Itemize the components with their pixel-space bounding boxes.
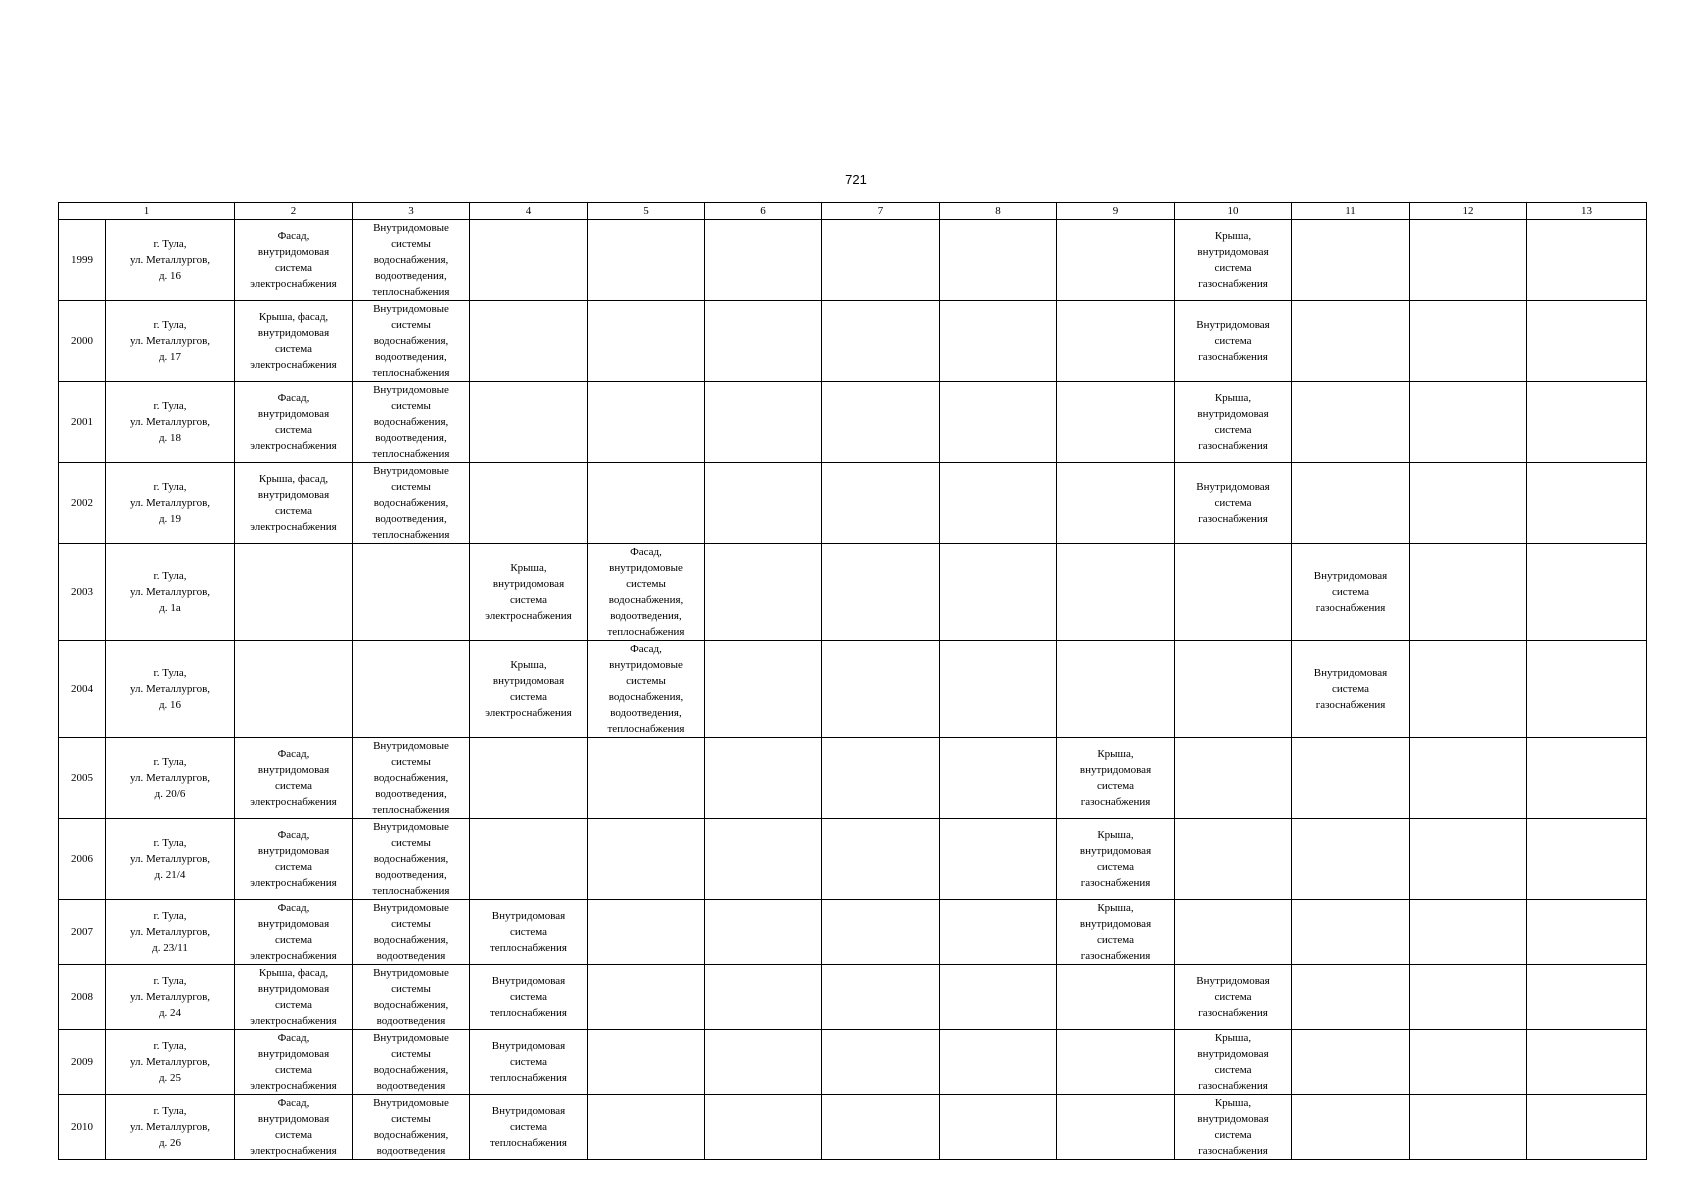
page-number: 721	[845, 172, 867, 187]
work-type-cell	[940, 819, 1057, 900]
work-type-cell	[353, 641, 470, 738]
cell-text: Крыша, внутридомовая система газоснабжения	[1197, 1032, 1269, 1092]
work-type-cell	[1057, 738, 1175, 819]
cell-text: Внутридомовые системы водоснабжения, водоотведения	[373, 902, 449, 962]
row-number: 2007	[59, 900, 106, 965]
address-cell	[106, 382, 235, 463]
work-type-cell	[1527, 1095, 1647, 1160]
column-header-6: 6	[705, 203, 822, 220]
work-type-cell	[822, 382, 940, 463]
work-type-cell	[705, 463, 822, 544]
work-type-cell	[470, 819, 588, 900]
cell-text: Фасад, внутридомовая система электроснабжения	[250, 829, 337, 889]
work-type-cell	[588, 965, 705, 1030]
work-type-cell	[1410, 965, 1527, 1030]
work-type-cell	[705, 1095, 822, 1160]
row-number: 2009	[59, 1030, 106, 1095]
cell-text: Внутридомовые системы водоснабжения, водоотведения	[373, 1097, 449, 1157]
table-row	[59, 220, 1647, 301]
work-type-cell	[235, 819, 353, 900]
work-type-cell	[1527, 463, 1647, 544]
cell-text: Внутридомовая система теплоснабжения	[490, 1105, 567, 1149]
work-type-cell	[1292, 738, 1410, 819]
work-type-cell	[1410, 738, 1527, 819]
work-type-cell	[1410, 1095, 1527, 1160]
cell-text: Крыша, внутридомовая система газоснабжения	[1197, 230, 1269, 290]
work-type-cell	[470, 544, 588, 641]
cell-text: г. Тула, ул. Металлургов, д. 16	[129, 667, 211, 711]
work-type-cell	[1175, 220, 1292, 301]
work-type-cell	[235, 382, 353, 463]
work-type-cell	[470, 1030, 588, 1095]
cell-text: Внутридомовая система газоснабжения	[1313, 667, 1388, 711]
work-type-cell	[822, 1030, 940, 1095]
cell-text: г. Тула, ул. Металлургов, д. 18	[129, 400, 211, 444]
work-type-cell	[822, 1095, 940, 1160]
address-cell	[106, 965, 235, 1030]
work-type-cell	[588, 641, 705, 738]
work-type-cell	[235, 544, 353, 641]
work-type-cell	[1175, 738, 1292, 819]
row-number: 2005	[59, 738, 106, 819]
table-row	[59, 819, 1647, 900]
work-type-cell	[940, 220, 1057, 301]
work-type-cell	[705, 301, 822, 382]
work-type-cell	[705, 738, 822, 819]
cell-text: г. Тула, ул. Металлургов, д. 16	[129, 238, 211, 282]
work-type-cell	[235, 738, 353, 819]
cell-text: Внутридомовая система газоснабжения	[1196, 481, 1270, 525]
work-type-cell	[588, 220, 705, 301]
column-header-3: 3	[353, 203, 470, 220]
row-number: 2003	[59, 544, 106, 641]
work-type-cell	[1292, 463, 1410, 544]
work-type-cell	[353, 819, 470, 900]
work-type-cell	[1292, 301, 1410, 382]
table-row	[59, 965, 1647, 1030]
work-type-cell	[1410, 463, 1527, 544]
column-header-1: 1	[59, 203, 235, 220]
cell-text: Внутридомовые системы водоснабжения, водоотведения, теплоснабжения	[372, 384, 450, 460]
work-type-cell	[940, 738, 1057, 819]
work-type-cell	[1057, 819, 1175, 900]
work-type-cell	[235, 463, 353, 544]
work-type-cell	[470, 220, 588, 301]
address-cell	[106, 900, 235, 965]
cell-text: Крыша, внутридомовая система газоснабжения	[1079, 748, 1152, 808]
work-type-cell	[940, 900, 1057, 965]
cell-text: Внутридомовая система газоснабжения	[1196, 319, 1270, 363]
row-number: 2004	[59, 641, 106, 738]
work-type-cell	[1057, 220, 1175, 301]
table-row	[59, 641, 1647, 738]
work-type-cell	[588, 900, 705, 965]
row-number: 2010	[59, 1095, 106, 1160]
cell-text: Крыша, внутридомовая система электроснабжения	[485, 659, 572, 719]
cell-text: Внутридомовая система газоснабжения	[1313, 570, 1388, 614]
work-type-cell	[353, 965, 470, 1030]
row-number: 2008	[59, 965, 106, 1030]
work-type-cell	[1527, 965, 1647, 1030]
work-type-cell	[1527, 544, 1647, 641]
work-type-cell	[1057, 463, 1175, 544]
column-header-10: 10	[1175, 203, 1292, 220]
work-type-cell	[235, 1095, 353, 1160]
work-type-cell	[1292, 1030, 1410, 1095]
work-type-cell	[470, 965, 588, 1030]
address-cell	[106, 1095, 235, 1160]
work-type-cell	[353, 738, 470, 819]
work-type-cell	[822, 463, 940, 544]
work-type-cell	[1175, 819, 1292, 900]
work-type-cell	[1175, 1095, 1292, 1160]
work-type-cell	[1057, 301, 1175, 382]
work-type-cell	[353, 382, 470, 463]
column-header-9: 9	[1057, 203, 1175, 220]
work-type-cell	[940, 382, 1057, 463]
work-type-cell	[235, 900, 353, 965]
work-type-cell	[235, 220, 353, 301]
cell-text: Крыша, внутридомовая система газоснабжения	[1197, 1097, 1269, 1157]
work-type-cell	[1057, 1030, 1175, 1095]
work-type-cell	[1292, 641, 1410, 738]
work-type-cell	[1292, 1095, 1410, 1160]
cell-text: г. Тула, ул. Металлургов, д. 17	[129, 319, 211, 363]
work-type-cell	[235, 1030, 353, 1095]
cell-text: Внутридомовые системы водоснабжения, водоотведения, теплоснабжения	[372, 740, 450, 816]
work-type-cell	[1410, 819, 1527, 900]
work-type-cell	[470, 1095, 588, 1160]
row-number: 2006	[59, 819, 106, 900]
work-type-cell	[235, 965, 353, 1030]
work-type-cell	[940, 965, 1057, 1030]
cell-text: Внутридомовая система теплоснабжения	[490, 975, 567, 1019]
work-type-cell	[1175, 544, 1292, 641]
cell-text: Внутридомовые системы водоснабжения, водоотведения, теплоснабжения	[372, 465, 450, 541]
work-type-cell	[353, 1030, 470, 1095]
work-type-cell	[1527, 382, 1647, 463]
work-type-cell	[588, 738, 705, 819]
work-type-cell	[470, 382, 588, 463]
cell-text: Фасад, внутридомовая система электроснабжения	[250, 748, 337, 808]
work-type-cell	[822, 544, 940, 641]
work-type-cell	[822, 220, 940, 301]
work-type-cell	[705, 819, 822, 900]
work-type-cell	[822, 641, 940, 738]
work-type-cell	[1292, 382, 1410, 463]
work-type-cell	[1292, 819, 1410, 900]
work-type-cell	[470, 301, 588, 382]
cell-text: г. Тула, ул. Металлургов, д. 19	[129, 481, 211, 525]
cell-text: г. Тула, ул. Металлургов, д. 23/11	[129, 910, 211, 954]
cell-text: Крыша, фасад, внутридомовая система электроснабжения	[250, 473, 337, 533]
work-type-cell	[1410, 301, 1527, 382]
work-type-cell	[1410, 1030, 1527, 1095]
cell-text: Фасад, внутридомовая система электроснабжения	[250, 1032, 337, 1092]
work-type-cell	[1057, 965, 1175, 1030]
cell-text: г. Тула, ул. Металлургов, д. 25	[129, 1040, 211, 1084]
address-cell	[106, 738, 235, 819]
table-row	[59, 738, 1647, 819]
table-row	[59, 463, 1647, 544]
work-type-cell	[940, 1095, 1057, 1160]
work-type-cell	[353, 544, 470, 641]
address-cell	[106, 301, 235, 382]
cell-text: Фасад, внутридомовая система электроснабжения	[250, 230, 337, 290]
address-cell	[106, 544, 235, 641]
cell-text: Крыша, внутридомовая система электроснабжения	[485, 562, 572, 622]
work-type-cell	[1292, 544, 1410, 641]
work-type-cell	[1527, 220, 1647, 301]
address-cell	[106, 641, 235, 738]
cell-text: г. Тула, ул. Металлургов, д. 21/4	[129, 837, 211, 881]
table-row	[59, 900, 1647, 965]
work-type-cell	[353, 463, 470, 544]
work-type-cell	[588, 1095, 705, 1160]
work-type-cell	[1410, 641, 1527, 738]
work-type-cell	[1175, 965, 1292, 1030]
cell-text: Фасад, внутридомовая система электроснабжения	[250, 902, 337, 962]
cell-text: Внутридомовая система теплоснабжения	[490, 910, 567, 954]
work-type-cell	[1527, 641, 1647, 738]
work-type-cell	[940, 463, 1057, 544]
column-header-8: 8	[940, 203, 1057, 220]
cell-text: Внутридомовые системы водоснабжения, водоотведения	[373, 1032, 449, 1092]
work-type-cell	[1175, 1030, 1292, 1095]
work-type-cell	[588, 544, 705, 641]
work-type-cell	[940, 1030, 1057, 1095]
column-header-2: 2	[235, 203, 353, 220]
cell-text: Внутридомовая система теплоснабжения	[490, 1040, 567, 1084]
cell-text: Внутридомовые системы водоснабжения, водоотведения	[373, 967, 449, 1027]
work-type-cell	[353, 900, 470, 965]
work-type-cell	[1057, 1095, 1175, 1160]
repair-schedule-table	[58, 202, 1647, 1160]
work-type-cell	[1175, 641, 1292, 738]
cell-text: Крыша, внутридомовая система газоснабжения	[1079, 902, 1152, 962]
work-type-cell	[1292, 220, 1410, 301]
work-type-cell	[705, 544, 822, 641]
work-type-cell	[1175, 301, 1292, 382]
column-header-13: 13	[1527, 203, 1647, 220]
cell-text: Фасад, внутридомовая система электроснабжения	[250, 392, 337, 452]
work-type-cell	[1175, 463, 1292, 544]
work-type-cell	[1057, 641, 1175, 738]
work-type-cell	[588, 463, 705, 544]
row-number: 2000	[59, 301, 106, 382]
work-type-cell	[940, 544, 1057, 641]
cell-text: Внутридомовые системы водоснабжения, водоотведения, теплоснабжения	[372, 222, 450, 298]
work-type-cell	[470, 463, 588, 544]
work-type-cell	[1410, 220, 1527, 301]
work-type-cell	[705, 382, 822, 463]
work-type-cell	[353, 301, 470, 382]
work-type-cell	[1527, 301, 1647, 382]
work-type-cell	[1527, 900, 1647, 965]
cell-text: г. Тула, ул. Металлургов, д. 26	[129, 1105, 211, 1149]
work-type-cell	[822, 900, 940, 965]
address-cell	[106, 463, 235, 544]
cell-text: г. Тула, ул. Металлургов, д. 1а	[129, 570, 211, 614]
work-type-cell	[1057, 382, 1175, 463]
work-type-cell	[940, 301, 1057, 382]
work-type-cell	[822, 819, 940, 900]
cell-text: г. Тула, ул. Металлургов, д. 20/6	[129, 756, 211, 800]
work-type-cell	[1292, 900, 1410, 965]
work-type-cell	[470, 641, 588, 738]
work-type-cell	[1175, 900, 1292, 965]
cell-text: Крыша, внутридомовая система газоснабжения	[1079, 829, 1152, 889]
table-row	[59, 1030, 1647, 1095]
work-type-cell	[1292, 965, 1410, 1030]
column-header-12: 12	[1410, 203, 1527, 220]
work-type-cell	[470, 900, 588, 965]
work-type-cell	[588, 1030, 705, 1095]
column-header-7: 7	[822, 203, 940, 220]
cell-text: Крыша, фасад, внутридомовая система электроснабжения	[250, 967, 337, 1027]
work-type-cell	[353, 1095, 470, 1160]
cell-text: Крыша, фасад, внутридомовая система электроснабжения	[250, 311, 337, 371]
row-number: 2001	[59, 382, 106, 463]
cell-text: Внутридомовые системы водоснабжения, водоотведения, теплоснабжения	[372, 303, 450, 379]
header-row	[59, 203, 1647, 220]
work-type-cell	[1410, 382, 1527, 463]
work-type-cell	[1527, 738, 1647, 819]
work-type-cell	[1410, 900, 1527, 965]
table-row	[59, 301, 1647, 382]
work-type-cell	[705, 900, 822, 965]
table-row	[59, 1095, 1647, 1160]
address-cell	[106, 1030, 235, 1095]
work-type-cell	[470, 738, 588, 819]
row-number: 2002	[59, 463, 106, 544]
work-type-cell	[705, 1030, 822, 1095]
work-type-cell	[235, 641, 353, 738]
work-type-cell	[705, 965, 822, 1030]
table-row	[59, 544, 1647, 641]
cell-text: г. Тула, ул. Металлургов, д. 24	[129, 975, 211, 1019]
work-type-cell	[1175, 382, 1292, 463]
cell-text: Фасад, внутридомовая система электроснабжения	[250, 1097, 337, 1157]
address-cell	[106, 819, 235, 900]
work-type-cell	[1057, 900, 1175, 965]
work-type-cell	[705, 220, 822, 301]
cell-text: Внутридомовые системы водоснабжения, водоотведения, теплоснабжения	[372, 821, 450, 897]
work-type-cell	[1527, 1030, 1647, 1095]
cell-text: Фасад, внутридомовые системы водоснабжения, водоотведения, теплоснабжения	[607, 546, 685, 638]
column-header-11: 11	[1292, 203, 1410, 220]
work-type-cell	[235, 301, 353, 382]
work-type-cell	[1057, 544, 1175, 641]
work-type-cell	[588, 819, 705, 900]
work-type-cell	[822, 965, 940, 1030]
work-type-cell	[822, 738, 940, 819]
address-cell	[106, 220, 235, 301]
work-type-cell	[1527, 819, 1647, 900]
cell-text: Фасад, внутридомовые системы водоснабжения, водоотведения, теплоснабжения	[607, 643, 685, 735]
column-header-5: 5	[588, 203, 705, 220]
work-type-cell	[822, 301, 940, 382]
column-header-4: 4	[470, 203, 588, 220]
work-type-cell	[588, 382, 705, 463]
work-type-cell	[705, 641, 822, 738]
work-type-cell	[353, 220, 470, 301]
work-type-cell	[1410, 544, 1527, 641]
cell-text: Внутридомовая система газоснабжения	[1196, 975, 1270, 1019]
cell-text: Крыша, внутридомовая система газоснабжения	[1197, 392, 1269, 452]
work-type-cell	[588, 301, 705, 382]
work-type-cell	[940, 641, 1057, 738]
table-row	[59, 382, 1647, 463]
row-number: 1999	[59, 220, 106, 301]
